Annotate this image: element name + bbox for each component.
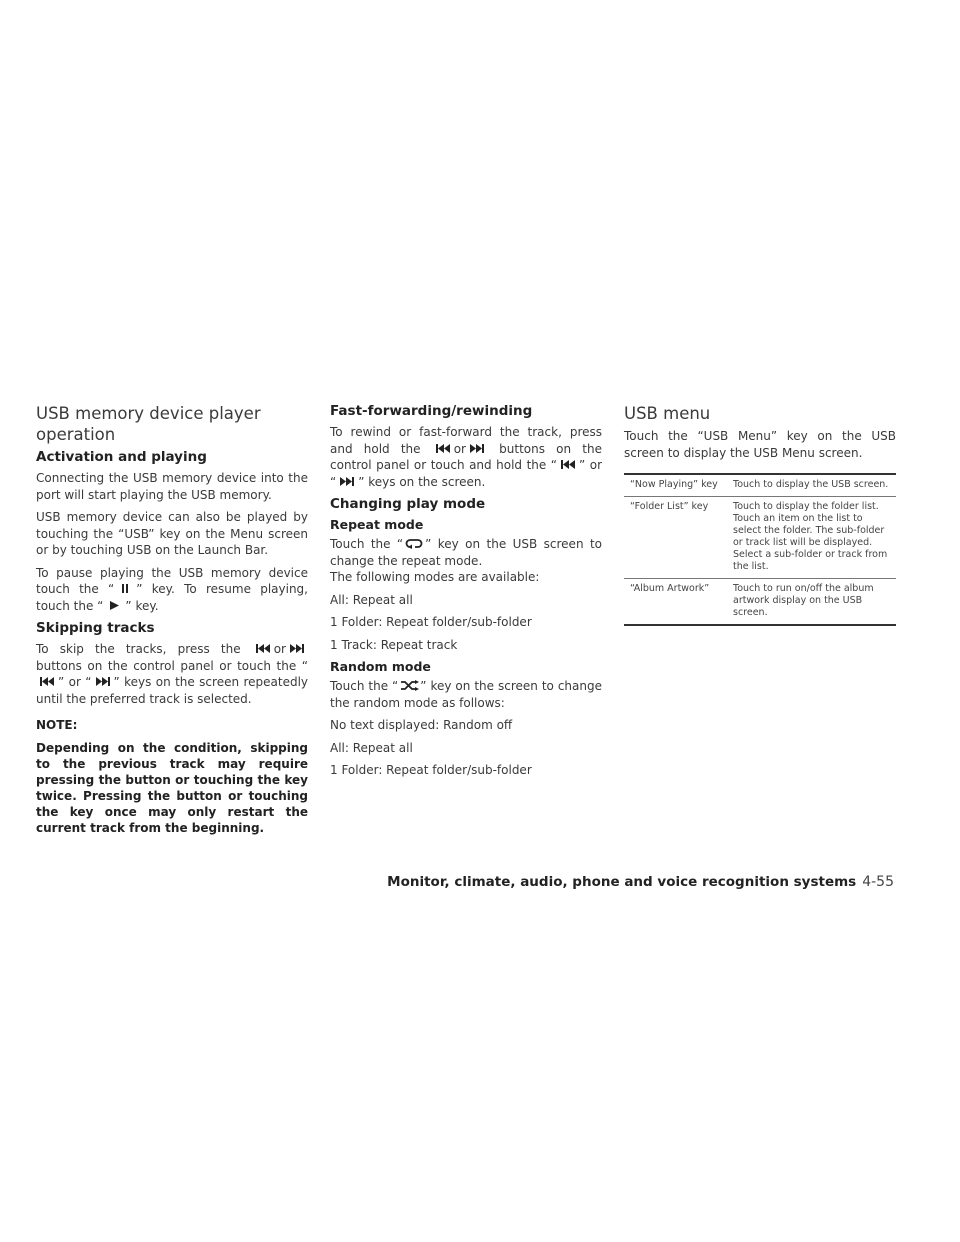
activation-paragraph-1: Connecting the USB memory device into the port will start playing the USB memory.	[36, 471, 308, 502]
page-number: 4-55	[862, 874, 894, 890]
pause-resume-paragraph: To pause playing the USB memory device touch the “ ” key. To resume playing, touch the “ ” key.	[36, 565, 308, 613]
table-key-cell: “Album Artwork”	[630, 583, 710, 594]
activation-heading: Activation and playing	[36, 449, 207, 465]
right-column	[624, 403, 896, 626]
table-desc-cell: Touch to run on/off the album artwork display on the USB screen.	[733, 583, 874, 618]
previous-track-icon	[252, 643, 274, 654]
table-key-cell: “Now Playing” key	[624, 474, 729, 497]
repeat-mode-item: All: Repeat all	[330, 592, 413, 607]
section-title: USB memory device player operation	[36, 404, 261, 444]
repeat-icon	[403, 538, 425, 549]
previous-track-icon	[36, 676, 58, 687]
table-row	[624, 579, 896, 626]
note-text: Depending on the condition, skipping to the previous track may require pressing the button or touching the key twice. Pressing the button or touching the key once may only restart the current track from the beginning.	[36, 740, 308, 835]
next-track-icon	[336, 476, 358, 487]
next-track-icon	[92, 676, 114, 687]
shuffle-icon	[398, 680, 420, 691]
random-mode-item: 1 Folder: Repeat folder/sub-folder	[330, 763, 532, 777]
repeat-mode-paragraph: Touch the “ ” key on the USB screen to change the repeat mode.	[330, 537, 602, 568]
random-mode-heading: Random mode	[330, 659, 431, 674]
table-row	[624, 497, 896, 579]
usb-menu-table	[624, 473, 896, 626]
previous-track-icon	[432, 443, 454, 454]
play-mode-heading: Changing play mode	[330, 496, 486, 512]
repeat-mode-heading: Repeat mode	[330, 517, 424, 532]
random-mode-item: All: Repeat all	[330, 740, 413, 755]
table-desc-cell: Touch to display the folder list. Touch an item on the list to select the folder. The sub-folder or track list will be displayed. Select a sub-folder or track from the list.	[729, 497, 896, 579]
middle-column	[330, 403, 602, 785]
left-column	[36, 403, 308, 842]
fast-forward-heading: Fast-forwarding/rewinding	[330, 403, 533, 419]
repeat-mode-item: 1 Track: Repeat track	[330, 637, 458, 652]
page-footer	[387, 874, 894, 890]
activation-paragraph-2: USB memory device can also be played by touching the “USB” key on the Menu screen or by touching USB on the Launch Bar.	[36, 510, 308, 557]
repeat-mode-item: 1 Folder: Repeat folder/sub-folder	[330, 615, 532, 629]
random-mode-item: No text displayed: Random off	[330, 718, 513, 732]
skipping-heading: Skipping tracks	[36, 620, 155, 636]
next-track-icon	[466, 443, 488, 454]
table-key-cell: “Folder List” key	[624, 497, 729, 579]
usb-menu-intro: Touch the “USB Menu” key on the USB screen to display the USB Menu screen.	[624, 429, 896, 460]
table-desc-cell: Touch to display the USB screen.	[729, 474, 896, 497]
repeat-modes-intro: The following modes are available:	[330, 570, 540, 584]
note-title: NOTE:	[36, 718, 78, 732]
skipping-paragraph: To skip the tracks, press the or buttons on the control panel or touch the “ ” or “ ” keys on the screen repeatedly until the preferred track is selected.	[36, 642, 309, 706]
usb-menu-title: USB menu	[624, 404, 711, 423]
table-row	[624, 474, 896, 497]
fast-forward-paragraph: To rewind or fast-forward the track, press and hold the or buttons on the control panel or touch and hold the “ ” or “ ” keys on the screen.	[330, 425, 603, 489]
play-icon	[103, 600, 125, 611]
next-track-icon	[286, 643, 308, 654]
pause-icon	[114, 583, 136, 594]
footer-section-title: Monitor, climate, audio, phone and voice recognition systems	[387, 874, 857, 890]
random-mode-paragraph: Touch the “ ” key on the screen to change the random mode as follows:	[330, 679, 602, 710]
previous-track-icon	[557, 459, 579, 470]
